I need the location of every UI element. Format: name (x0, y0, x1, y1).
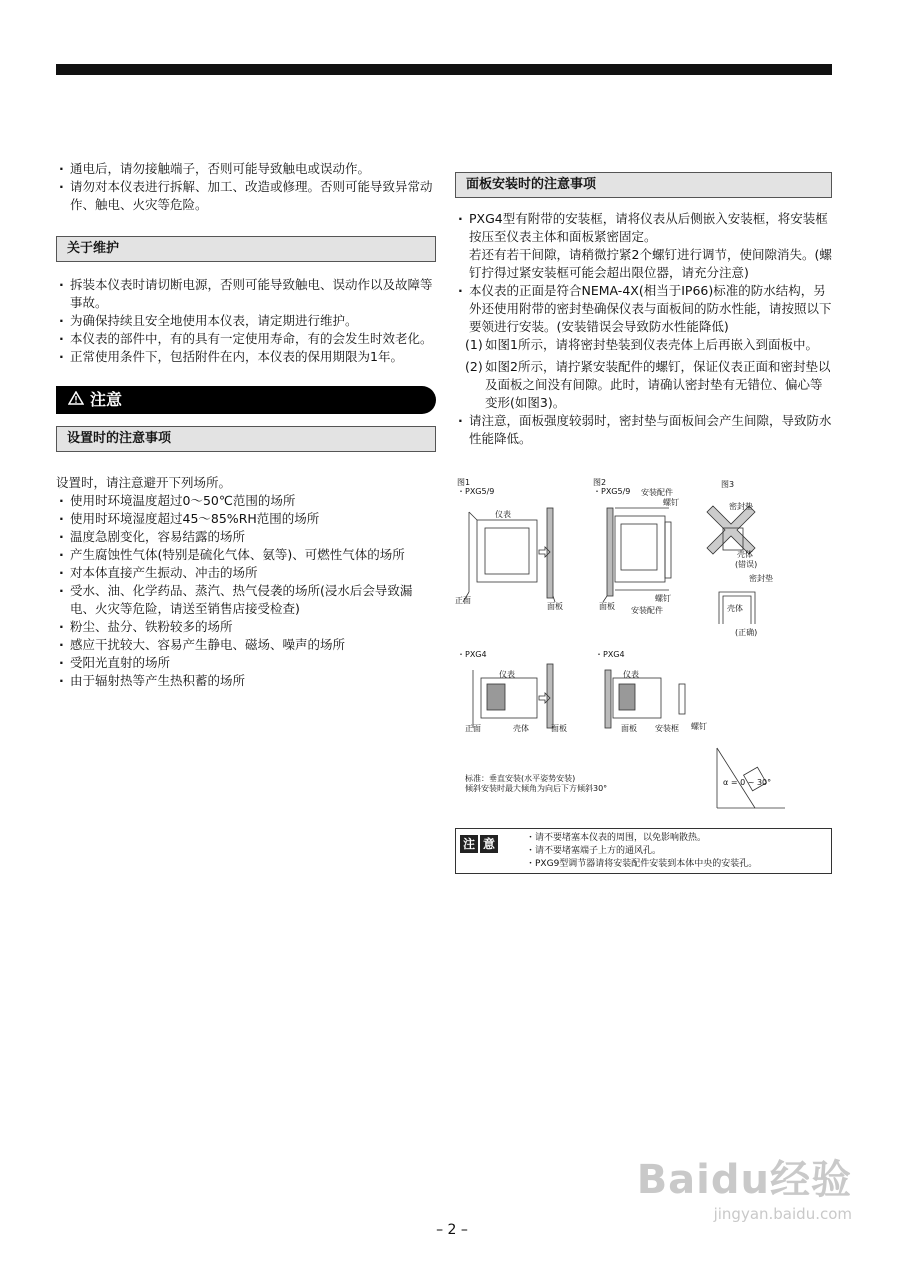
fig3-label: 图3 (721, 480, 735, 489)
fig2-model: ・PXG5/9 (593, 487, 631, 496)
list-item: · 温度急剧变化，容易结露的场所 (56, 528, 436, 546)
watermark (637, 1148, 852, 1223)
list-item: · 本仪表的正面是符合NEMA-4X(相当于IP66)标准的防水结构，另外还使用附带的密封垫确保仪表与面板间的防水性能，请按照以下要领进行安装。(安装错误会导致防水性能降低) (455, 282, 832, 336)
list-item: · 粉尘、盐分、铁粉较多的场所 (56, 618, 436, 636)
bracket-label: 安装配件 (641, 488, 673, 497)
step-2 (455, 358, 832, 412)
frame-label: 安装框 (655, 724, 679, 733)
panel-list (455, 210, 832, 336)
meter-label-2: 仪表 (499, 670, 515, 679)
meter-label: 仪表 (495, 510, 511, 519)
list-item: · 受阳光直射的场所 (56, 654, 436, 672)
front-label-2: 正面 (465, 724, 481, 733)
watermark-brand: Baidu经验 (636, 1157, 852, 1203)
list-item: · 使用时环境湿度超过45～85%RH范围的场所 (56, 510, 436, 528)
pxg4-right-model: ・PXG4 (595, 650, 625, 659)
step-number: (2) (465, 359, 483, 374)
meter-label-3: 仪表 (623, 670, 639, 679)
caution-box (455, 828, 832, 874)
list-item: · 对本体直接产生振动、冲击的场所 (56, 564, 436, 582)
bracket-label-2: 安装配件 (631, 606, 663, 615)
list-item: · 产生腐蚀性气体(特别是硫化气体、氨等)、可燃性气体的场所 (56, 546, 436, 564)
intro-list (56, 160, 436, 214)
pxg4-left-model: ・PXG4 (457, 650, 487, 659)
list-item (455, 210, 832, 282)
angle-label: α = 0 ~ 30° (723, 778, 772, 787)
list-item: · 请注意，面板强度较弱时，密封垫与面板间会产生间隙，导致防水性能降低。 (455, 412, 832, 448)
page-number: – 2 – (436, 1222, 468, 1238)
panel-label: 面板 (547, 602, 563, 611)
left-column (56, 160, 436, 690)
item-note: 若还有若干间隙，请稍微拧紧2个螺钉进行调节，使间隙消失。(螺钉拧得过紧安装框可能会超出限位器，请充分注意) (469, 247, 832, 280)
case-label: 壳体 (737, 550, 753, 559)
fig2-label: 图2 (593, 478, 607, 487)
step-1 (455, 336, 832, 354)
screw-label-3: 螺钉 (691, 722, 707, 731)
list-item: · 感应干扰较大、容易产生静电、磁场、噪声的场所 (56, 636, 436, 654)
installation-figures (455, 478, 832, 818)
caution-char-2: 意 (480, 835, 498, 853)
panel-label-3: 面板 (551, 724, 567, 733)
section-heading-install: 设置时的注意事项 (56, 426, 436, 452)
case-label-2: 壳体 (727, 604, 743, 613)
installation-diagram (455, 478, 832, 818)
list-item: ・PXG9型调节器请将安装配件安装到本体中央的安装孔。 (526, 859, 758, 869)
right-label: (正确) (735, 628, 758, 637)
right-column (455, 172, 832, 448)
std-line-2: 倾斜安装时最大倾角为向后下方倾斜30° (465, 784, 608, 793)
fig1-model: ・PXG5/9 (457, 487, 495, 496)
list-item: ・请不要堵塞本仪表的周围，以免影响散热。 (526, 833, 707, 843)
section-heading-maintenance: 关于维护 (56, 236, 436, 262)
install-intro: 设置时，请注意避开下列场所。 (56, 475, 232, 490)
screw-label: 螺钉 (663, 498, 679, 507)
panel-list-2 (455, 412, 832, 448)
list-item: · 受水、油、化学药品、蒸汽、热气侵袭的场所(浸水后会导致漏电、火灾等危险，请送至销售店接受检查) (56, 582, 436, 618)
list-item: ・请不要堵塞端子上方的通风孔。 (526, 846, 662, 856)
gasket-label-2: 密封垫 (749, 574, 773, 583)
item-text: PXG4型有附带的安装框，请将仪表从后侧嵌入安装框，将安装框按压至仪表主体和面板紧密固定。 (469, 211, 828, 244)
step-text: 如图1所示，请将密封垫装到仪表壳体上后再嵌入到面板中。 (485, 337, 818, 352)
list-item: · 使用时环境温度超过0～50℃范围的场所 (56, 492, 436, 510)
screw-label-2: 螺钉 (655, 594, 671, 603)
warning-triangle-icon (68, 386, 84, 414)
watermark-url: jingyan.baidu.com (713, 1205, 852, 1223)
list-item: · 拆装本仪表时请切断电源，否则可能导致触电、误动作以及故障等事故。 (56, 276, 436, 312)
top-rule (56, 64, 832, 75)
warning-banner (56, 386, 436, 414)
list-item: · 为确保持续且安全地使用本仪表，请定期进行维护。 (56, 312, 436, 330)
step-text: 如图2所示，请拧紧安装配件的螺钉，保证仪表正面和密封垫以及面板之间没有间隙。此时，请确认密封垫有无错位、偏心等变形(如图3)。 (485, 359, 831, 410)
fig1-label: 图1 (457, 478, 471, 487)
caution-char-1: 注 (460, 835, 478, 853)
gasket-label: 密封垫 (729, 502, 753, 511)
list-item: · 本仪表的部件中，有的具有一定使用寿命，有的会发生时效老化。 (56, 330, 436, 348)
step-number: (1) (465, 337, 483, 352)
panel-label-2: 面板 (599, 602, 615, 611)
std-line-1: 标准：垂直安装(水平姿势安装) (465, 774, 576, 783)
maintenance-list (56, 276, 436, 366)
panel-label-4: 面板 (621, 724, 637, 733)
caution-list (526, 832, 757, 871)
wrong-label: (错误) (735, 560, 758, 569)
list-item: · 请勿对本仪表进行拆解、加工、改造或修理。否则可能导致异常动作、触电、火灾等危险。 (56, 178, 436, 214)
case-label-3: 壳体 (513, 724, 529, 733)
warning-label: 注意 (90, 390, 123, 409)
front-label: 正面 (455, 596, 471, 605)
caution-label (460, 833, 500, 853)
list-item: · 由于辐射热等产生热积蓄的场所 (56, 672, 436, 690)
install-list (56, 492, 436, 690)
section-heading-panel: 面板安装时的注意事项 (455, 172, 832, 198)
list-item: · 通电后，请勿接触端子，否则可能导致触电或误动作。 (56, 160, 436, 178)
list-item: · 正常使用条件下，包括附件在内，本仪表的保用期限为1年。 (56, 348, 436, 366)
